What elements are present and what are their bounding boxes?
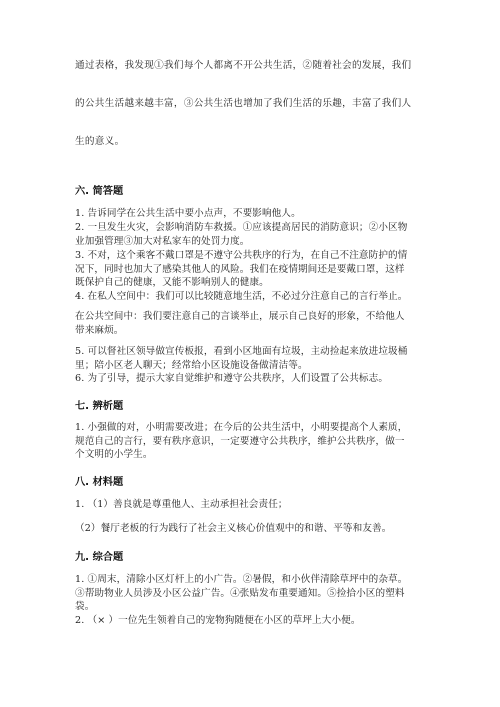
- text-line: 4. 在私人空间中：我们可以比较随意地生活，不必过分注意自己的言行举止。: [75, 291, 408, 302]
- section-6-answer-3: [75, 249, 435, 290]
- section-7-answer: [75, 421, 435, 462]
- section-6-answer-1: [75, 207, 435, 221]
- intro-line-2: 的公共生活越来越丰富，③公共生活也增加了我们生活的乐趣，丰富了我们人: [75, 98, 412, 109]
- section-7-title: 七. 辨析题: [75, 401, 124, 412]
- text-line: 既保护自己的健康，又能不影响别人的健康。: [75, 277, 269, 289]
- section-6-title: 六. 简答题: [75, 186, 124, 197]
- text-line: （2）餐厅老板的行为践行了社会主义核心价值观中的和谐、平等和友善。: [75, 523, 392, 534]
- text-line: 规范自己的言行，要有秩序意识，一定要遵守公共秩序，维护公共秩序，做一: [75, 435, 405, 447]
- text-line: 况下，同时也加大了感染其他人的风险。我们在疫情期间还是要戴口罩，这样: [75, 263, 405, 275]
- text-line: ③帮助物业人员涉及小区公益广告。④张贴发布重要通知。⑤捡拾小区的塑料: [75, 587, 405, 599]
- section-9-answer: [75, 573, 435, 627]
- text-line: 6. 为了引导，提示大家自觉维护和遵守公共秩序，人们设置了公共标志。: [75, 373, 389, 385]
- section-6-answer-4: [75, 290, 435, 304]
- section-8-item-1: [75, 498, 435, 512]
- text-line: 业加强管理③加大对私家车的处罚力度。: [75, 235, 250, 247]
- text-line: 5. 可以督社区领导做宣传板报，看到小区地面有垃圾，主动捡起来放进垃圾桶: [75, 346, 408, 357]
- section-8-title: 八. 材料题: [75, 477, 124, 488]
- text-line: 1. 告诉同学在公共生活中要小点声，不要影响他人。: [75, 208, 301, 219]
- text-line: 1. 小强做的对，小明需要改进；在今后的公共生活中，小明要提高个人素质，: [75, 422, 408, 433]
- text-line: 个文明的小学生。: [75, 449, 153, 461]
- text-line: 3. 不对，这个乘客不戴口罩是不遵守公共秩序的行为，在自己不注意防护的情: [75, 250, 408, 261]
- text-line: 2. 一旦发生火灾，会影响消防车救援。①应该提高居民的消防意识；②小区物: [75, 222, 408, 233]
- text-line: 1. ①周末，清除小区灯杆上的小广告。②暑假，和小伙伴清除草坪中的杂草。: [75, 574, 408, 585]
- section-6-answer-4b: [75, 310, 435, 337]
- section-6-answer-2: [75, 221, 435, 248]
- section-8-item-2: [75, 522, 435, 536]
- text-line: 袋。: [75, 601, 95, 613]
- text-line: 在公共空间中：我们要注意自己的言谈举止，展示自己良好的形象，不给他人: [75, 311, 405, 322]
- intro-line-3: 生的意义。: [75, 136, 125, 147]
- intro-line-1: 通过表格，我发现①我们每个人都离不开公共生活，②随着社会的发展，我们: [75, 60, 412, 71]
- section-9-title: 九. 综合题: [75, 552, 124, 563]
- section-6-answer-5: [75, 345, 435, 386]
- text-line: 里；陪小区老人聊天；经常给小区设施设备做清洁等。: [75, 359, 308, 371]
- text-line: 1. （1）善良就是尊重他人、主动承担社会责任；: [75, 499, 288, 510]
- text-line: 带来麻烦。: [75, 324, 124, 336]
- text-line: 2. （× ）一位先生领着自己的宠物狗随便在小区的草坪上大小便。: [75, 614, 361, 626]
